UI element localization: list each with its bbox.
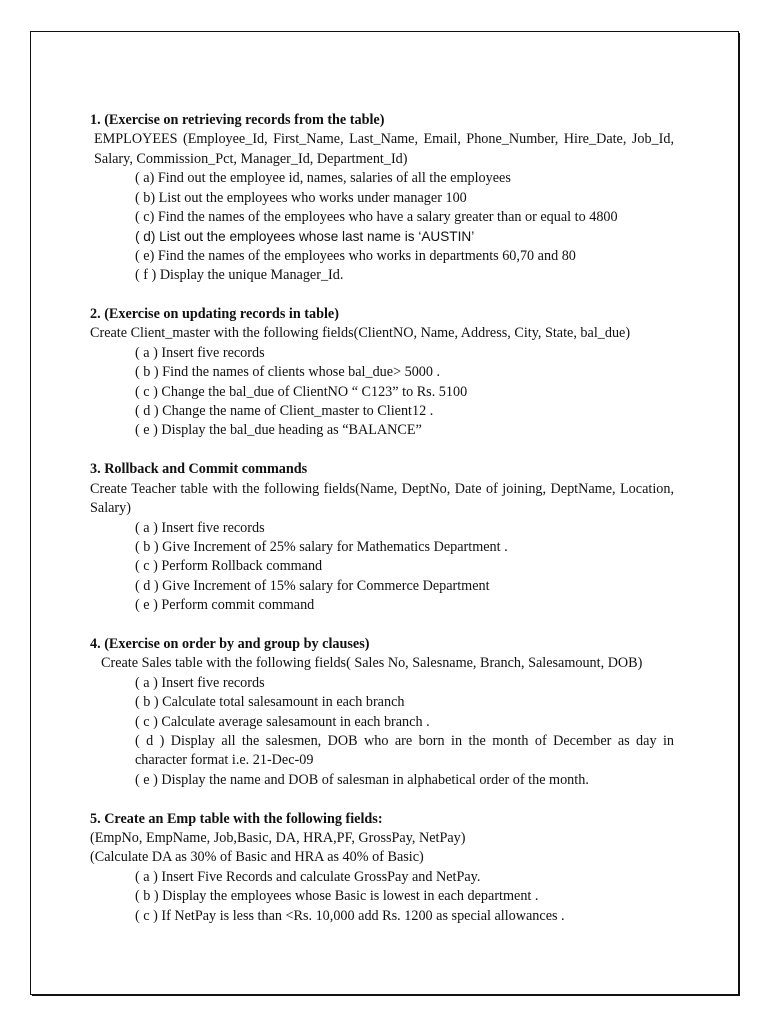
section-2-table-definition: Create Client_master with the following fields(ClientNO, Name, Address, City, State, bal_due) — [90, 325, 631, 342]
section-1-table-definition: EMPLOYEES (Employee_Id, First_Name, Last_Name, Email, Phone_Number, Hire_Date, Job_Id, Salary, Commission_Pct, Manager_Id, Department_Id) — [94, 131, 674, 167]
section-4-items — [90, 674, 674, 790]
list-item: ( c ) Calculate average salesamount in each branch . — [135, 713, 430, 730]
list-item: ( c ) If NetPay is less than <Rs. 10,000 add Rs. 1200 as special allowances . — [135, 907, 565, 924]
list-item: ( e) Find the names of the employees who works in departments 60,70 and 80 — [135, 247, 576, 264]
list-item: ( e ) Perform commit command — [135, 597, 315, 614]
list-item: ( c) Find the names of the employees who have a salary greater than or equal to 4800 — [135, 209, 618, 226]
list-item: ( f ) Display the unique Manager_Id. — [135, 267, 344, 284]
section-2 — [90, 305, 674, 441]
list-item: ( a) Find out the employee id, names, salaries of all the employees — [135, 170, 511, 187]
list-item: ( b ) Find the names of clients whose bal_due> 5000 . — [135, 364, 441, 381]
section-4 — [90, 635, 674, 790]
list-item: ( b ) Give Increment of 25% salary for Mathematics Department . — [135, 538, 508, 555]
document-content — [90, 111, 674, 945]
list-item: ( b) List out the employees who works under manager 100 — [135, 189, 467, 206]
list-item: ( a ) Insert Five Records and calculate GrossPay and NetPay. — [135, 868, 481, 885]
section-1-items — [90, 169, 674, 285]
list-item: ( c ) Change the bal_due of ClientNO “ C123” to Rs. 5100 — [135, 383, 468, 400]
section-5-items — [90, 868, 674, 926]
list-item: ( d) List out the employees whose last name is ‘AUSTIN’ — [135, 229, 475, 245]
section-5-heading: 5. Create an Emp table with the following fields: — [90, 810, 383, 827]
list-item: ( a ) Insert five records — [135, 519, 265, 536]
section-3-table-definition: Create Teacher table with the following fields(Name, DeptNo, Date of joining, DeptName, Location, Salary) — [90, 480, 674, 517]
section-3-heading: 3. Rollback and Commit commands — [90, 461, 308, 478]
list-item: ( d ) Give Increment of 15% salary for Commerce Department — [135, 577, 490, 594]
list-item: ( b ) Display the employees whose Basic is lowest in each department . — [135, 888, 539, 905]
section-1-heading: 1. (Exercise on retrieving records from the table) — [90, 112, 385, 128]
section-5-calculation-note: (Calculate DA as 30% of Basic and HRA as 40% of Basic) — [90, 849, 424, 866]
section-3-items — [90, 519, 674, 616]
list-item: ( d ) Display all the salesmen, DOB who are born in the month of December as day in character format i.e. 21-Dec-09 — [135, 732, 674, 769]
list-item: ( c ) Perform Rollback command — [135, 558, 323, 575]
section-3 — [90, 460, 674, 615]
section-5 — [90, 810, 674, 926]
section-4-heading: 4. (Exercise on order by and group by clauses) — [90, 635, 370, 652]
section-2-items — [90, 344, 674, 441]
section-4-table-definition: Create Sales table with the following fields( Sales No, Salesname, Branch, Salesamount, DOB) — [101, 655, 643, 672]
section-5-table-definition: (EmpNo, EmpName, Job,Basic, DA, HRA,PF, GrossPay, NetPay) — [90, 829, 466, 846]
list-item: ( e ) Display the name and DOB of salesman in alphabetical order of the month. — [135, 771, 589, 788]
section-2-heading: 2. (Exercise on updating records in table) — [90, 306, 339, 323]
list-item: ( b ) Calculate total salesamount in each branch — [135, 694, 405, 711]
list-item: ( d ) Change the name of Client_master to Client12 . — [135, 403, 434, 420]
section-1 — [90, 111, 674, 286]
list-item: ( a ) Insert five records — [135, 674, 265, 691]
list-item: ( e ) Display the bal_due heading as “BALANCE” — [135, 422, 422, 439]
list-item: ( a ) Insert five records — [135, 344, 265, 361]
